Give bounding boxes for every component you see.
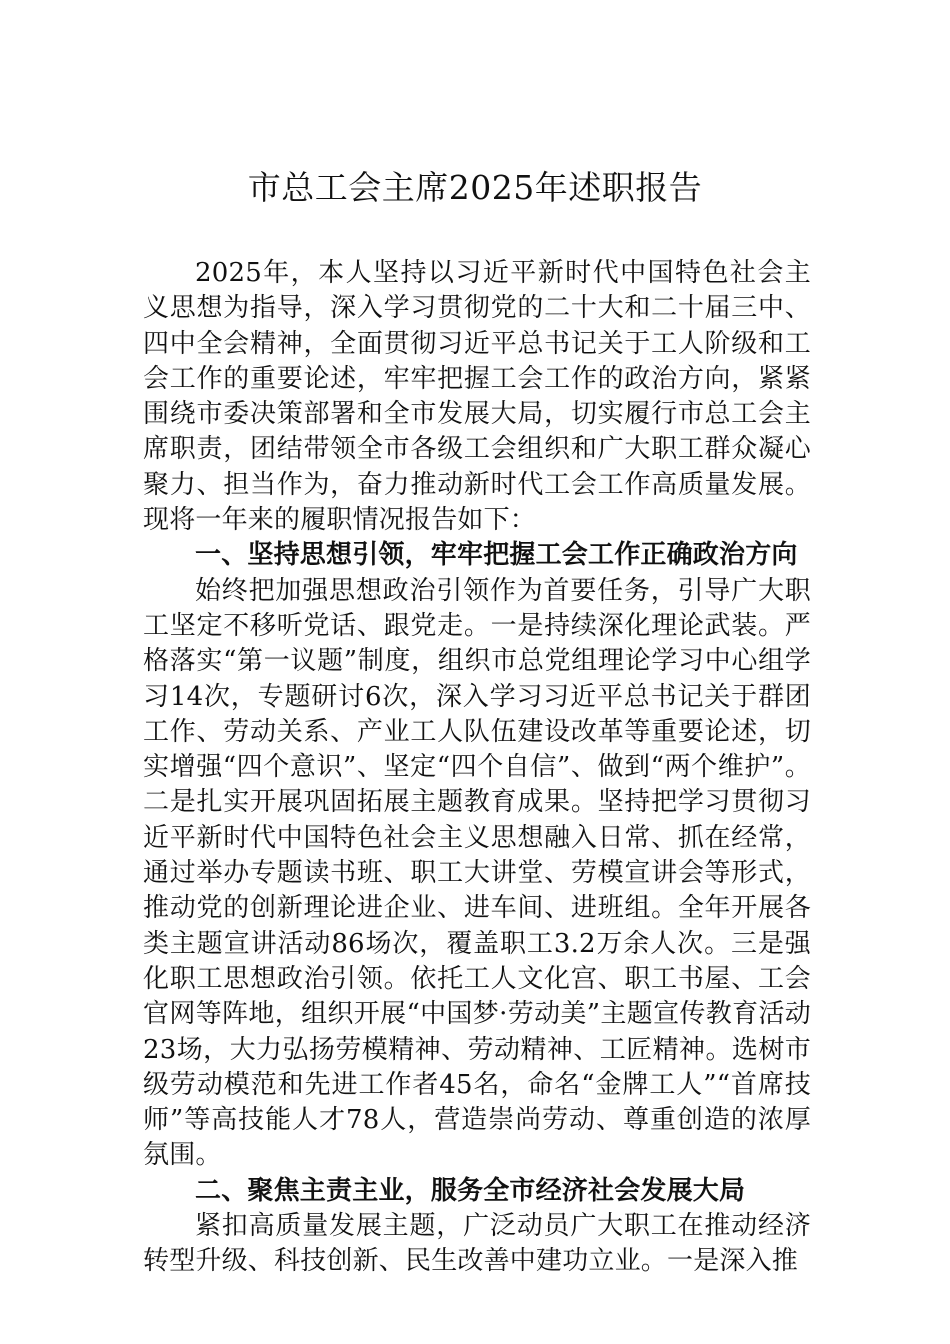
intro-paragraph: 2025年，本人坚持以习近平新时代中国特色社会主义思想为指导，深入学习贯彻党的二十大和二十届三中、四中全会精神，全面贯彻习近平总书记关于工人阶级和工会工作的重要论述，牢牢把握工会工作的政治方向，紧紧围绕市委决策部署和全市发展大局，切实履行市总工会主席职责，团结带领全市各级工会组织和广大职工群众凝心聚力、担当作为，奋力推动新时代工会工作高质量发展。现将一年来的履职情况报告如下： [143, 258, 811, 536]
document-body [143, 256, 811, 1280]
section-heading-1: 一、坚持思想引领，牢牢把握工会工作正确政治方向 [195, 540, 798, 571]
section-2-paragraph: 紧扣高质量发展主题，广泛动员广大职工在推动经济转型升级、科技创新、民生改善中建功立业。一是深入推 [143, 1211, 811, 1277]
section-1-paragraph: 始终把加强思想政治引领作为首要任务，引导广大职工坚定不移听党话、跟党走。一是持续深化理论武装。严格落实“第一议题”制度，组织市总党组理论学习中心组学习14次，专题研讨6次，深入学习习近平总书记关于群团工作、劳动关系、产业工人队伍建设改革等重要论述，切实增强“四个意识”、坚定“四个自信”、做到“两个维护”。二是扎实开展巩固拓展主题教育成果。坚持把学习贯彻习近平新时代中国特色社会主义思想融入日常、抓在经常，通过举办专题读书班、职工大讲堂、劳模宣讲会等形式，推动党的创新理论进企业、进车间、进班组。全年开展各类主题宣讲活动86场次，覆盖职工3.2万余人次。三是强化职工思想政治引领。依托工人文化宫、职工书屋、工会官网等阵地，组织开展“中国梦·劳动美”主题宣传教育活动23场，大力弘扬劳模精神、劳动精神、工匠精神。选树市级劳动模范和先进工作者45名，命名“金牌工人”“首席技师”等高技能人才78人，营造崇尚劳动、尊重创造的浓厚氛围。 [143, 575, 811, 1171]
section-heading-2: 二、聚焦主责主业，服务全市经济社会发展大局 [195, 1175, 746, 1206]
document-title: 市总工会主席2025年述职报告 [247, 168, 703, 207]
